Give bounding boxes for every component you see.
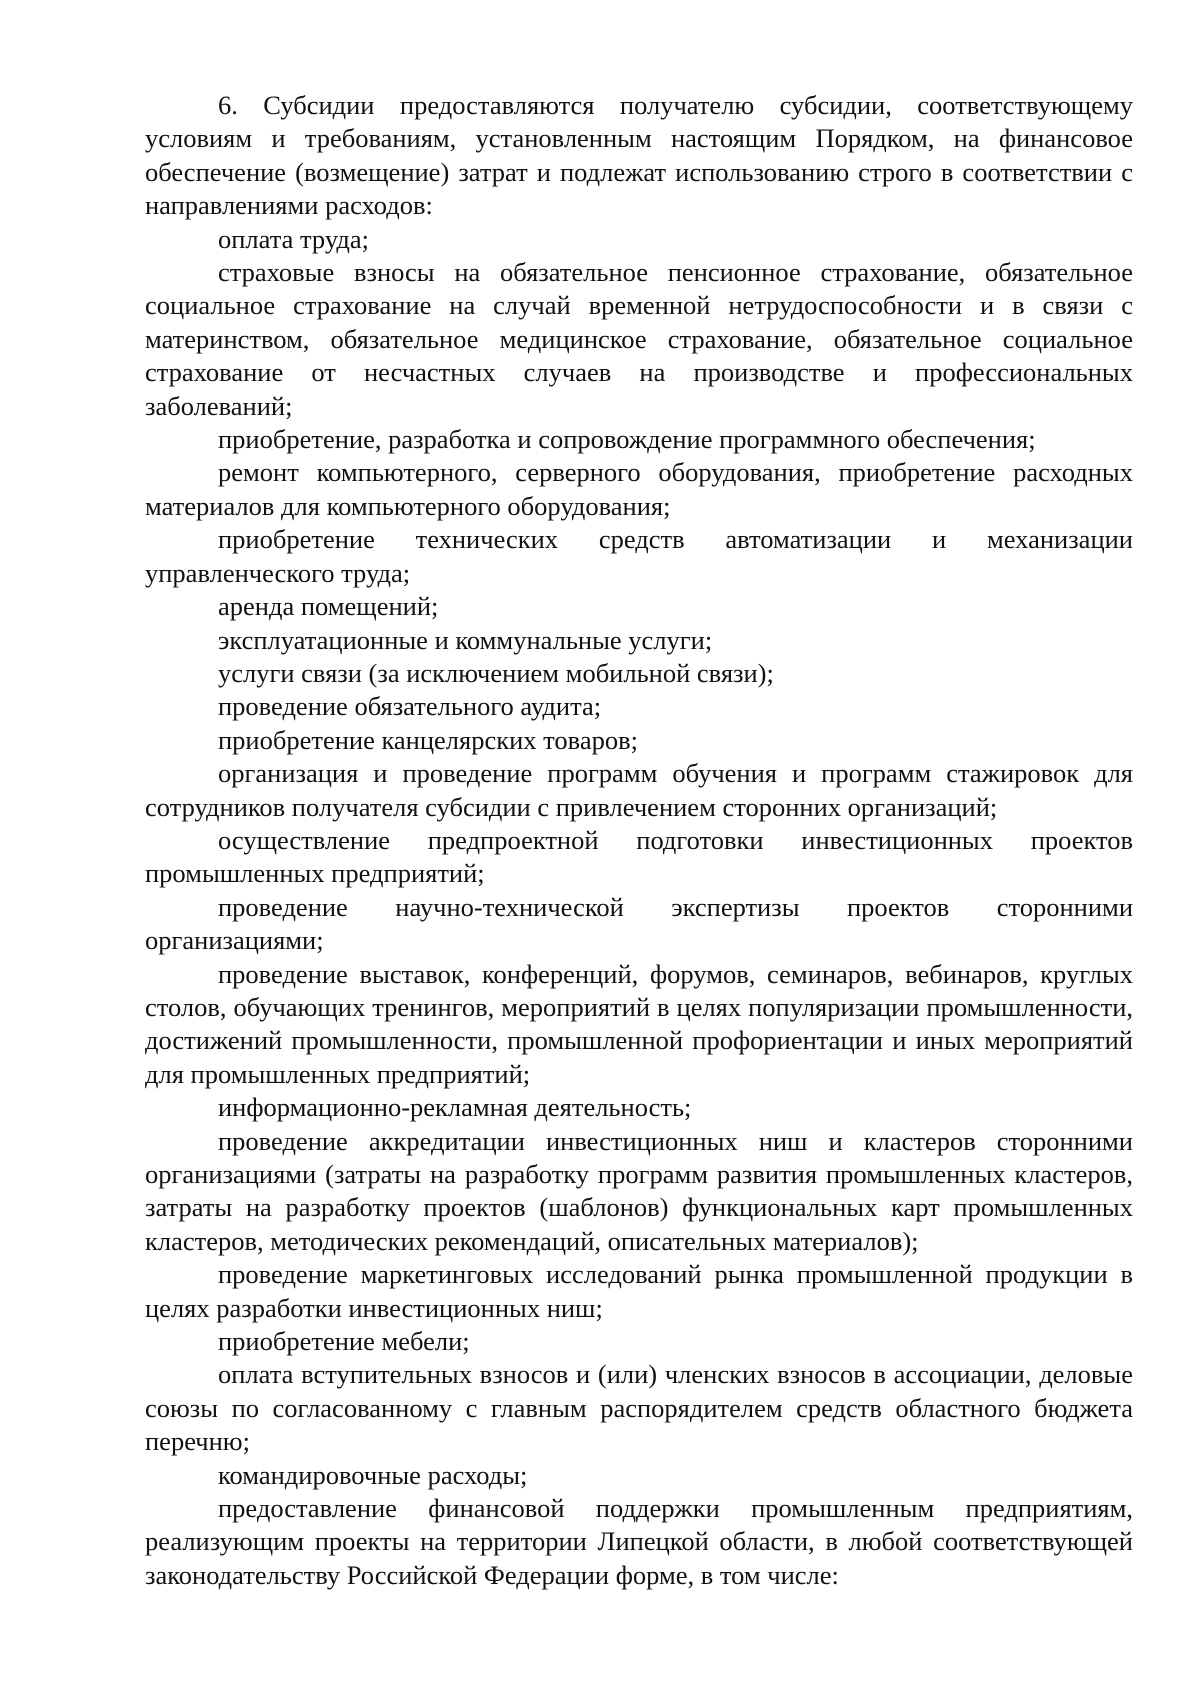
list-item-communication: услуги связи (за исключением мобильной связи); <box>218 657 774 688</box>
list-item-stationery: приобретение канцелярских товаров; <box>218 724 638 755</box>
list-item-furniture: приобретение мебели; <box>218 1326 470 1357</box>
list-item-computer-repair: ремонт компьютерного, серверного оборудования, приобретение расходных материалов для компьютерного оборудования; <box>145 457 1133 521</box>
list-item-financial-support: предоставление финансовой поддержки промышленным предприятиям, реализующим проекты на территории Липецкой области, в любой соответствующей законодательству Российской Федерации форме, в том числе: <box>145 1493 1133 1590</box>
list-item-technical-expertise: проведение научно-технической экспертизы проектов сторонними организациями; <box>145 891 1133 956</box>
list-item-premises-rent: аренда помещений; <box>218 591 439 622</box>
paragraph-subsidy-intro: 6. Субсидии предоставляются получателю субсидии, соответствующему условиям и требованиям, установленным настоящим Порядком, на финансовое обеспечение (возмещение) затрат и подлежат использованию строго в соответствии с направлениями расходов: <box>145 90 1133 221</box>
list-item-marketing-research: проведение маркетинговых исследований рынка промышленной продукции в целях разработки инвестиционных ниш; <box>145 1259 1133 1323</box>
list-item-advertising: информационно-рекламная деятельность; <box>218 1092 692 1123</box>
list-item-audit: проведение обязательного аудита; <box>218 691 602 722</box>
list-item-software: приобретение, разработка и сопровождение программного обеспечения; <box>218 424 1036 455</box>
list-item-accreditation: проведение аккредитации инвестиционных ниш и кластеров сторонними организациями (затраты на разработку программ развития промышленных кластеров, затраты на разработку проектов (шаблонов) функциональных карт промышленных кластеров, методических рекомендаций, описательных материалов); <box>145 1125 1133 1256</box>
list-item-travel-expenses: командировочные расходы; <box>218 1459 528 1490</box>
list-item-training: организация и проведение программ обучения и программ стажировок для сотрудников получателя субсидии с привлечением сторонних организаций; <box>145 758 1133 822</box>
list-item-wages: оплата труда; <box>218 223 370 254</box>
list-item-membership-fees: оплата вступительных взносов и (или) членских взносов в ассоциации, деловые союзы по согласованному с главным распорядителем средств областного бюджета перечню; <box>145 1359 1133 1457</box>
list-item-utilities: эксплуатационные и коммунальные услуги; <box>218 624 713 655</box>
document-page <box>145 89 1133 1592</box>
list-item-events: проведение выставок, конференций, форумов, семинаров, вебинаров, круглых столов, обучающих тренингов, мероприятий в целях популяризации промышленности, достижений промышленности, промышленной профориентации и иных мероприятий для промышленных предприятий; <box>145 958 1133 1089</box>
list-item-automation-equipment: приобретение технических средств автоматизации и механизации управленческого труда; <box>145 524 1133 588</box>
list-item-preproject-preparation: осуществление предпроектной подготовки инвестиционных проектов промышленных предприятий; <box>145 824 1133 889</box>
list-item-insurance-contributions: страховые взносы на обязательное пенсионное страхование, обязательное социальное страхование на случай временной нетрудоспособности и в связи с материнством, обязательное медицинское страхование, обязательное социальное страхование от несчастных случаев на производстве и профессиональных заболеваний; <box>145 257 1133 421</box>
